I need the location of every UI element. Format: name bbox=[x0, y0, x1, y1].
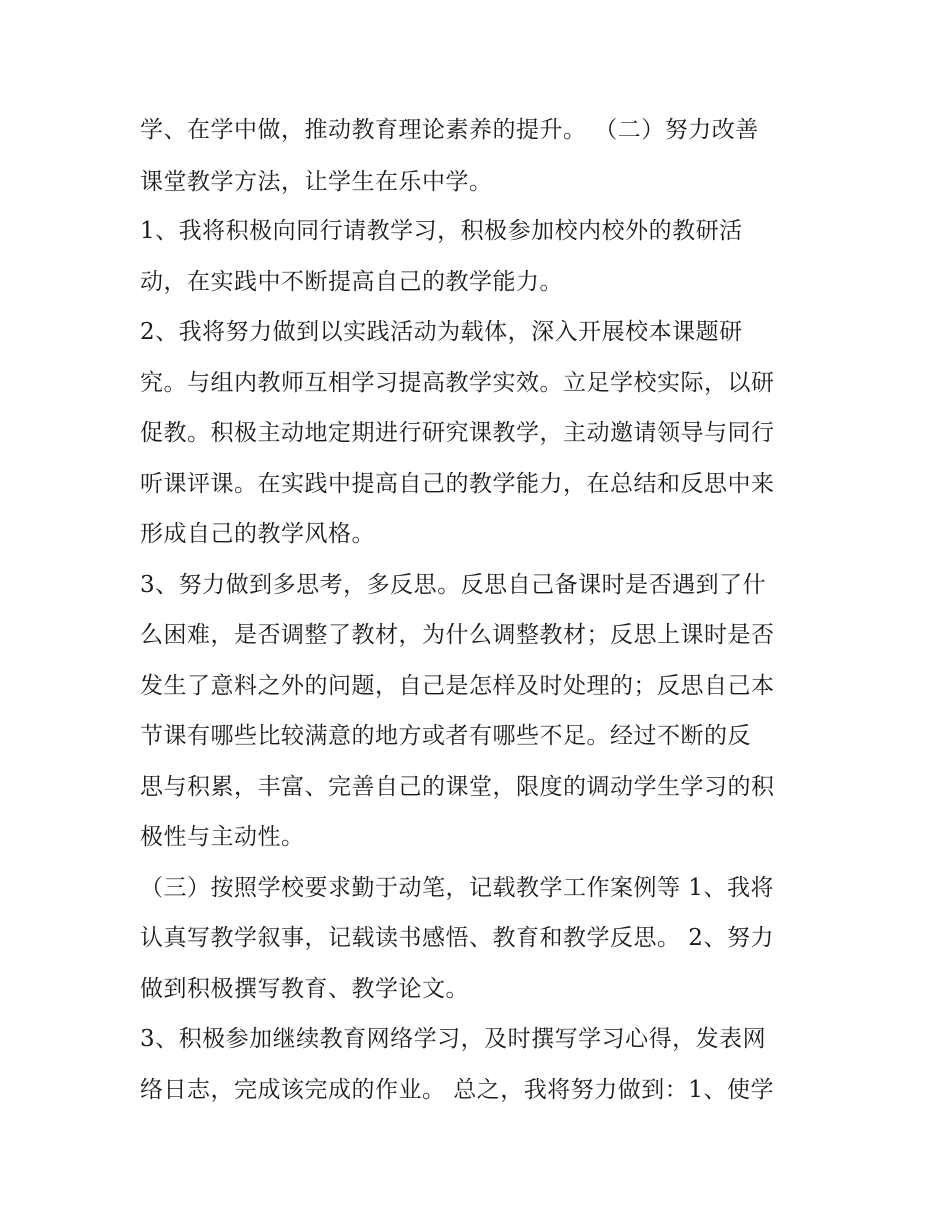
text-line-9: 形成自己的教学风格。 bbox=[140, 521, 375, 547]
text-line-17: 认真写教学叙事，记载读书感悟、教育和教学反思。 2、努力 bbox=[140, 925, 774, 951]
text-line-3: 1、我将积极向同行请教学习，积极参加校内校外的教研活 bbox=[140, 218, 743, 244]
text-line-5: 2、我将努力做到以实践活动为载体，深入开展校本课题研 bbox=[140, 319, 743, 345]
text-line-16: （三）按照学校要求勤于动笔，记载教学工作案例等 1、我将 bbox=[140, 875, 774, 901]
text-line-6: 究。与组内教师互相学习提高教学实效。立足学校实际，以研 bbox=[140, 370, 775, 396]
text-line-7: 促教。积极主动地定期进行研究课教学，主动邀请领导与同行 bbox=[140, 420, 775, 446]
text-line-18: 做到积极撰写教育、教学论文。 bbox=[140, 976, 469, 1002]
text-line-10: 3、努力做到多思考，多反思。反思自己备课时是否遇到了什 bbox=[140, 572, 767, 598]
text-line-15: 极性与主动性。 bbox=[140, 824, 305, 850]
text-line-8: 听课评课。在实践中提高自己的教学能力，在总结和反思中来 bbox=[140, 471, 775, 497]
text-line-2: 课堂教学方法，让学生在乐中学。 bbox=[140, 169, 493, 195]
text-line-19: 3、积极参加继续教育网络学习，及时撰写学习心得，发表网 bbox=[140, 1026, 767, 1052]
text-line-11: 么困难，是否调整了教材，为什么调整教材；反思上课时是否 bbox=[140, 622, 775, 648]
text-line-20: 络日志，完成该完成的作业。 总之，我将努力做到：1、使学 bbox=[140, 1077, 774, 1103]
text-line-4: 动，在实践中不断提高自己的教学能力。 bbox=[140, 269, 563, 295]
text-line-12: 发生了意料之外的问题，自己是怎样及时处理的；反思自己本 bbox=[140, 673, 775, 699]
text-line-1: 学、在学中做，推动教育理论素养的提升。 （二）努力改善 bbox=[140, 117, 759, 143]
text-line-13: 节课有哪些比较满意的地方或者有哪些不足。经过不断的反 bbox=[140, 723, 751, 749]
text-line-14: 思与积累，丰富、完善自己的课堂，限度的调动学生学习的积 bbox=[140, 774, 775, 800]
